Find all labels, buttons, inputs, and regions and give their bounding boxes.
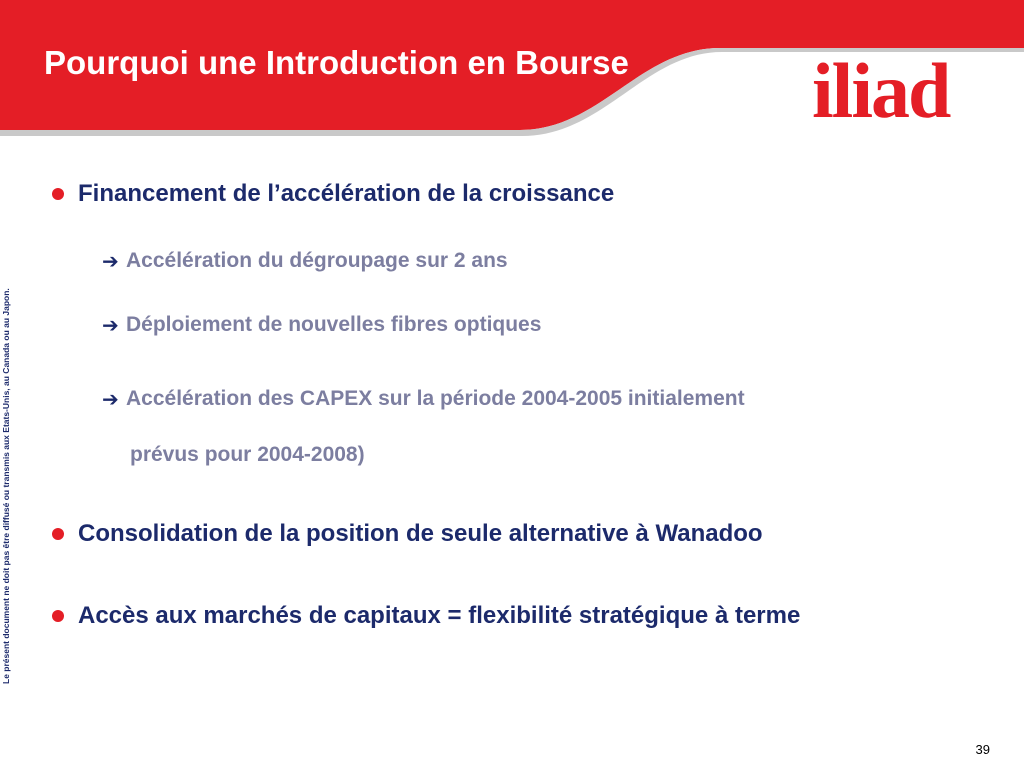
bullet-dot-icon: [52, 188, 64, 200]
sub-bullet-text: Déploiement de nouvelles fibres optiques: [126, 313, 542, 336]
bullet-dot-icon: [52, 610, 64, 622]
bullet-dot-icon: [52, 528, 64, 540]
sub-bullet-item: [102, 387, 745, 411]
arrow-right-icon: ➔: [102, 249, 119, 273]
bullet-item: [52, 520, 763, 548]
sub-bullet-continuation: prévus pour 2004-2008): [130, 443, 365, 466]
arrow-right-icon: ➔: [102, 387, 119, 411]
bullet-text: Consolidation de la position de seule alternative à Wanadoo: [78, 520, 763, 547]
page-number: 39: [975, 742, 990, 757]
iliad-logo: iliad: [812, 47, 950, 134]
bullet-text: Financement de l’accélération de la croissance: [78, 180, 615, 207]
slide-title: Pourquoi une Introduction en Bourse: [44, 44, 629, 81]
bullet-item: [52, 180, 614, 208]
bullet-item: [52, 602, 800, 630]
sub-bullet-text: Accélération du dégroupage sur 2 ans: [126, 249, 508, 272]
disclaimer-vertical: Le présent document ne doit pas être diffusé ou transmis aux Etats-Unis, au Canada ou au Japon.: [1, 288, 11, 684]
bullet-text: Accès aux marchés de capitaux = flexibilité stratégique à terme: [78, 602, 801, 629]
arrow-right-icon: ➔: [102, 313, 119, 337]
sub-bullet-item: [102, 249, 508, 273]
sub-bullet-text: Accélération des CAPEX sur la période 2004-2005 initialement: [126, 387, 745, 410]
sub-bullet-item: [102, 313, 541, 337]
